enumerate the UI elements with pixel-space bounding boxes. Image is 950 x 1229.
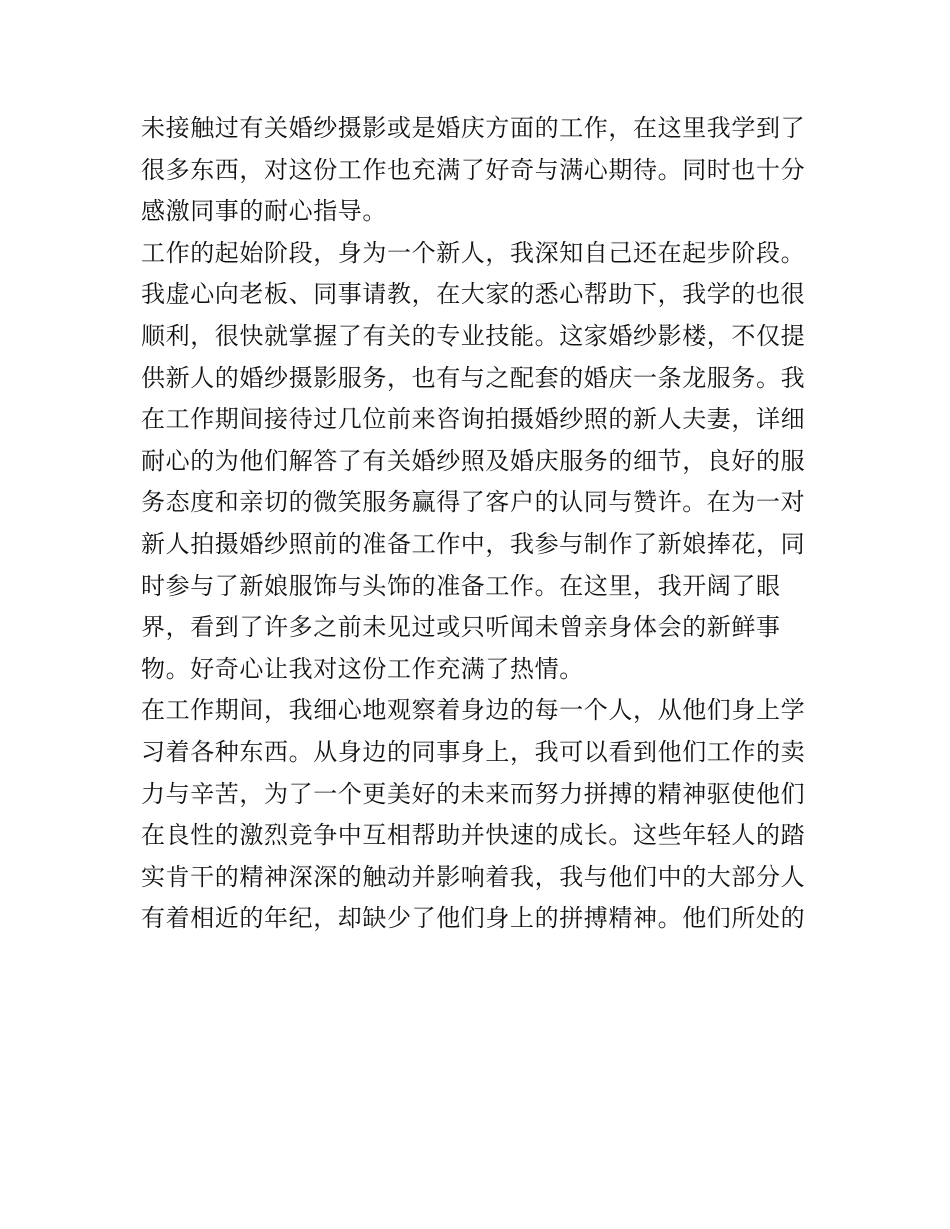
- text-line: 在工作期间，我细心地观察着身边的每一个人，从他们身上学: [141, 696, 806, 725]
- text-line: 有着相近的年纪，却缺少了他们身上的拼搏精神。他们所处的: [141, 904, 806, 933]
- text-line: 力与辛苦，为了一个更美好的未来而努力拼搏的精神驱使他们: [141, 779, 806, 808]
- text-line: 习着各种东西。从身边的同事身上，我可以看到他们工作的卖: [141, 737, 806, 766]
- text-line: 顺利，很快就掌握了有关的专业技能。这家婚纱影楼，不仅提: [141, 321, 806, 350]
- text-line: 工作的起始阶段，身为一个新人，我深知自己还在起步阶段。: [141, 238, 806, 267]
- text-line: 实肯干的精神深深的触动并影响着我，我与他们中的大部分人: [141, 862, 806, 891]
- text-line: 很多东西，对这份工作也充满了好奇与满心期待。同时也十分: [141, 155, 806, 184]
- text-line: 我虚心向老板、同事请教，在大家的悉心帮助下，我学的也很: [141, 280, 806, 309]
- text-line: 新人拍摄婚纱照前的准备工作中，我参与制作了新娘捧花，同: [141, 529, 806, 558]
- paragraph: [141, 690, 821, 940]
- text-line: 在良性的激烈竞争中互相帮助并快速的成长。这些年轻人的踏: [141, 821, 806, 850]
- text-line: 耐心的为他们解答了有关婚纱照及婚庆服务的细节，良好的服: [141, 446, 806, 475]
- body-text: [141, 108, 821, 940]
- text-line: 在工作期间接待过几位前来咨询拍摄婚纱照的新人夫妻，详细: [141, 405, 806, 434]
- text-line: 时参与了新娘服饰与头饰的准备工作。在这里，我开阔了眼: [141, 571, 781, 600]
- text-line: 界，看到了许多之前未见过或只听闻未曾亲身体会的新鲜事: [141, 613, 781, 642]
- text-line: 务态度和亲切的微笑服务赢得了客户的认同与赞许。在为一对: [141, 488, 806, 517]
- text-line: 未接触过有关婚纱摄影或是婚庆方面的工作，在这里我学到了: [141, 114, 806, 142]
- paragraph: [141, 233, 821, 691]
- text-line: 感激同事的耐心指导。: [141, 197, 387, 226]
- paragraph: [141, 108, 821, 233]
- text-line: 供新人的婚纱摄影服务，也有与之配套的婚庆一条龙服务。我: [141, 363, 806, 392]
- text-line: 物。好奇心让我对这份工作充满了热情。: [141, 654, 584, 683]
